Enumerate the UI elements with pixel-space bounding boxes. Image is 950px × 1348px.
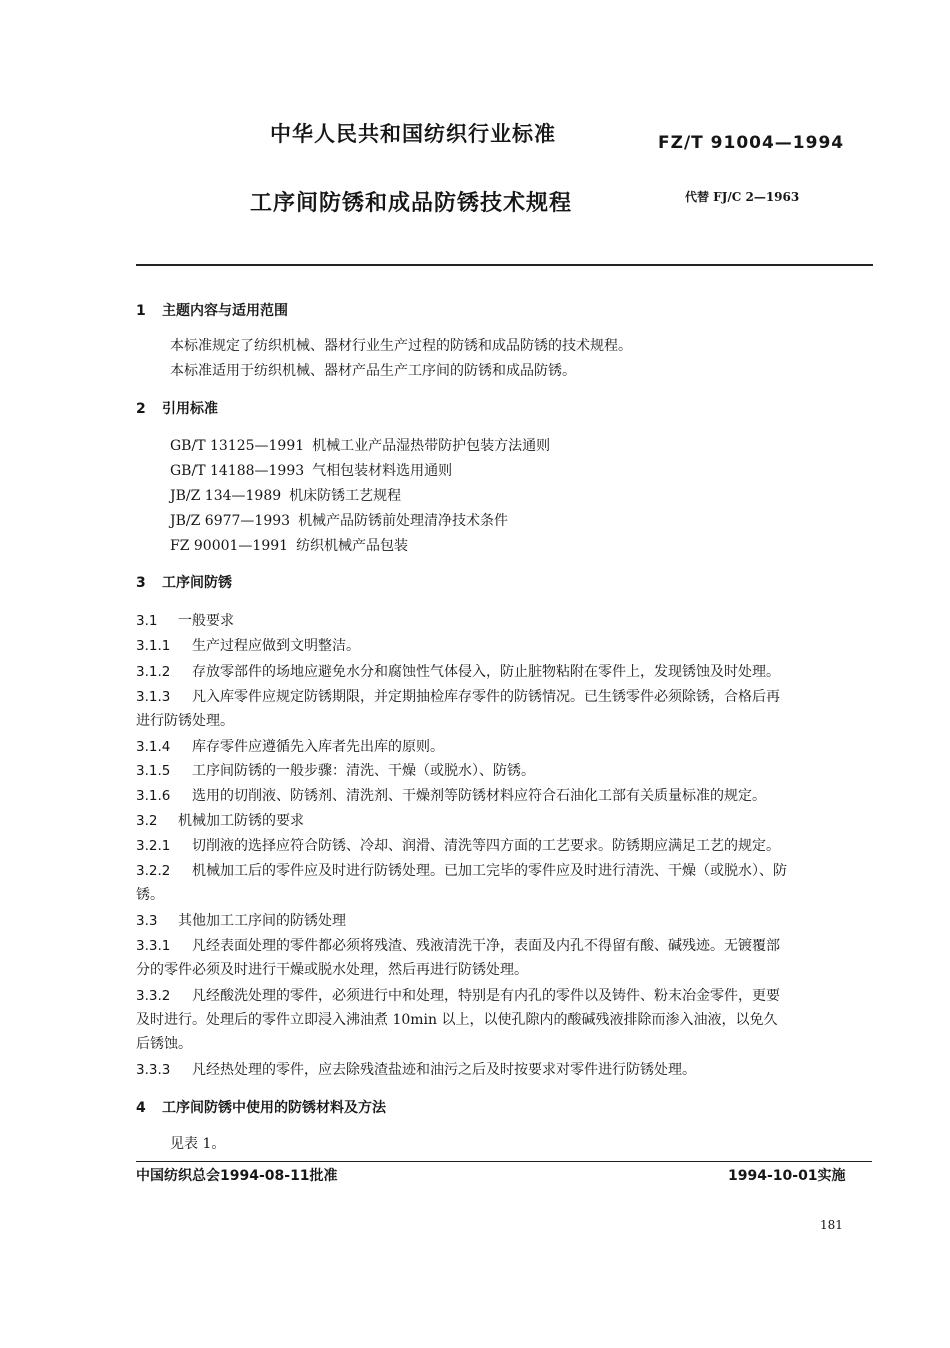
section-number: 2: [136, 401, 146, 417]
clause-continuation: 分的零件必须及时进行干燥或脱水处理，然后再进行防锈处理。: [136, 962, 528, 978]
section-number: 4: [136, 1100, 146, 1116]
clause-number: 3.3: [136, 913, 158, 929]
clause-text: 工序间防锈的一般步骤：清洗、干燥（或脱水）、防锈。: [192, 763, 535, 779]
clause-3-1: [136, 610, 234, 630]
clause-continuation: 后锈蚀。: [136, 1036, 192, 1052]
reference-item: [170, 510, 508, 530]
paragraph: 本标准适用于纺织机械、器材产品生产工序间的防锈和成品防锈。: [170, 363, 576, 379]
clause-3-2-1: [136, 835, 780, 855]
clause-text: 凡经热处理的零件，应去除残渣盐迹和油污之后及时按要求对零件进行防锈处理。: [192, 1062, 696, 1078]
reference-title: 气相包装材料选用通则: [312, 463, 453, 479]
clause-text: 切削液的选择应符合防锈、冷却、润滑、清洗等四方面的工艺要求。防锈期应满足工艺的规定。: [192, 838, 780, 854]
section-number: 3: [136, 575, 146, 591]
section-4-heading: [136, 1097, 386, 1117]
clause-3-3-1: [136, 935, 780, 955]
clause-number: 3.2.1: [136, 838, 171, 854]
clause-number: 3.3.1: [136, 938, 171, 954]
clause-text: 存放零部件的场地应避免水分和腐蚀性气体侵入，防止脏物粘附在零件上，发现锈蚀及时处理。: [192, 664, 780, 680]
effective-date: 1994-10-01实施: [728, 1168, 846, 1184]
page-number: 181: [820, 1218, 843, 1232]
paragraph: 见表 1。: [170, 1136, 226, 1152]
clause-number: 3.1.2: [136, 664, 171, 680]
clause-text: 机械加工防锈的要求: [178, 813, 304, 829]
clause-3-3-2: [136, 985, 780, 1005]
clause-number: 3.1.1: [136, 638, 171, 654]
clause-text: 其他加工工序间的防锈处理: [178, 913, 346, 929]
footer-divider: [136, 1161, 872, 1162]
clause-number: 3.3.3: [136, 1062, 171, 1078]
clause-3-1-2: [136, 661, 780, 681]
clause-3-1-6: [136, 785, 766, 805]
reference-item: [170, 535, 408, 555]
reference-title: 纺织机械产品包装: [296, 538, 409, 554]
reference-code: FZ 90001—1991: [170, 538, 289, 554]
clause-3-3: [136, 910, 346, 930]
clause-3-3-3: [136, 1059, 696, 1079]
section-3-heading: [136, 572, 232, 592]
section-title: 工序间防锈: [162, 575, 232, 591]
reference-title: 机械产品防锈前处理清净技术条件: [298, 513, 509, 529]
section-1-heading: [136, 300, 288, 320]
clause-number: 3.1.5: [136, 763, 171, 779]
clause-number: 3.1.6: [136, 788, 171, 804]
header-divider: [136, 264, 873, 266]
clause-3-1-3: [136, 686, 780, 706]
reference-code: JB/Z 134—1989: [170, 488, 282, 504]
approval-date: 中国纺织总会1994-08-11批准: [136, 1168, 338, 1184]
clause-text: 选用的切削液、防锈剂、清洗剂、干燥剂等防锈材料应符合石油化工部有关质量标准的规定。: [192, 788, 766, 804]
clause-3-1-1: [136, 635, 360, 655]
clause-3-2: [136, 810, 304, 830]
section-number: 1: [136, 303, 146, 319]
clause-text: 凡入库零件应规定防锈期限，并定期抽检库存零件的防锈情况。已生锈零件必须除锈，合格后再: [192, 689, 780, 705]
clause-number: 3.2.2: [136, 863, 171, 879]
section-title: 主题内容与适用范围: [162, 303, 288, 319]
reference-item: [170, 460, 452, 480]
clause-continuation: 及时进行。处理后的零件立即浸入沸油煮 10min 以上，以使孔隙内的酸碱残液排除而渗入油液，以免久: [136, 1012, 778, 1028]
clause-text: 库存零件应遵循先入库者先出库的原则。: [192, 739, 444, 755]
clause-continuation: 进行防锈处理。: [136, 713, 234, 729]
clause-3-1-5: [136, 760, 535, 780]
section-title: 工序间防锈中使用的防锈材料及方法: [162, 1100, 386, 1116]
reference-title: 机床防锈工艺规程: [289, 488, 402, 504]
reference-code: JB/Z 6977—1993: [170, 513, 291, 529]
clause-text: 机械加工后的零件应及时进行防锈处理。已加工完毕的零件应及时进行清洗、干燥（或脱水）、防: [192, 863, 787, 879]
replaces-note: 代替 FJ/C 2—1963: [685, 190, 800, 204]
standard-code: FZ/T 91004—1994: [658, 133, 845, 153]
clause-number: 3.1.4: [136, 739, 171, 755]
clause-3-1-4: [136, 736, 444, 756]
reference-item: [170, 485, 401, 505]
clause-number: 3.1.3: [136, 689, 171, 705]
section-title: 引用标准: [162, 401, 218, 417]
clause-text: 凡经酸洗处理的零件，必须进行中和处理，特别是有内孔的零件以及铸件、粉末冶金零件，更要: [192, 988, 780, 1004]
clause-number: 3.3.2: [136, 988, 171, 1004]
clause-text: 一般要求: [178, 613, 234, 629]
paragraph: 本标准规定了纺织机械、器材行业生产过程的防锈和成品防锈的技术规程。: [170, 338, 632, 354]
document-title: 工序间防锈和成品防锈技术规程: [250, 191, 573, 216]
reference-item: [170, 435, 550, 455]
clause-number: 3.2: [136, 813, 158, 829]
standard-type-heading: 中华人民共和国纺织行业标准: [270, 122, 556, 146]
clause-text: 生产过程应做到文明整洁。: [192, 638, 360, 654]
clause-number: 3.1: [136, 613, 158, 629]
clause-continuation: 锈。: [136, 887, 164, 903]
reference-title: 机械工业产品湿热带防护包装方法通则: [312, 438, 551, 454]
section-2-heading: [136, 398, 218, 418]
clause-text: 凡经表面处理的零件都必须将残渣、残液清洗干净，表面及内孔不得留有酸、碱残迹。无镀覆部: [192, 938, 780, 954]
reference-code: GB/T 13125—1991: [170, 438, 305, 454]
clause-3-2-2: [136, 860, 787, 880]
reference-code: GB/T 14188—1993: [170, 463, 305, 479]
